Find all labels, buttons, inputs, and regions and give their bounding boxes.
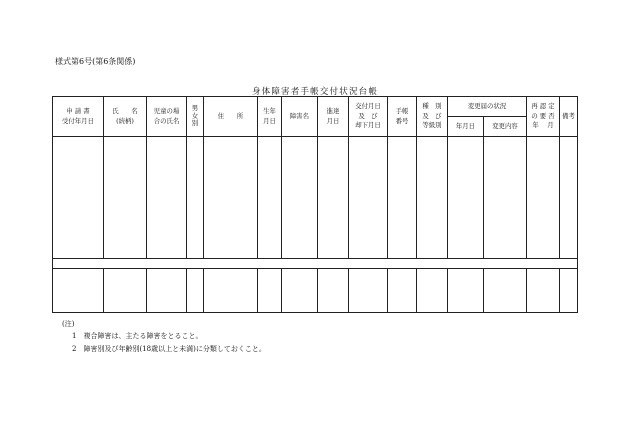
cell[interactable] [204, 269, 258, 313]
cell[interactable] [417, 269, 448, 313]
col-disability-name: 障害名 [282, 97, 318, 137]
col-change-date: 年月日 [448, 117, 484, 137]
col-kind-grade: 種 別 及 び 等級別 [417, 97, 448, 137]
cell[interactable] [282, 269, 318, 313]
cell[interactable] [187, 137, 204, 259]
entry-row-1 [53, 137, 578, 259]
col-remarks: 備考 [560, 97, 578, 137]
notes-heading: (注) [62, 320, 75, 328]
cell[interactable] [53, 137, 104, 259]
col-birth-date: 生年 月日 [258, 97, 282, 137]
cell[interactable] [349, 269, 388, 313]
cell[interactable] [388, 269, 417, 313]
cell[interactable] [204, 137, 258, 259]
cell[interactable] [258, 137, 282, 259]
cell[interactable] [484, 137, 527, 259]
cell[interactable] [147, 137, 187, 259]
col-child-name: 児童の場 合の氏名 [147, 97, 187, 137]
cell[interactable] [560, 137, 578, 259]
cell[interactable] [53, 269, 104, 313]
col-name: 氏 名 (続柄) [104, 97, 147, 137]
note-item-2: 2 障害別及び年齢別(18歳以上と未満)に分類しておくこと。 [72, 344, 266, 353]
cell[interactable] [104, 269, 147, 313]
cell[interactable] [417, 137, 448, 259]
col-progress-date: 進達 月日 [318, 97, 349, 137]
cell[interactable] [527, 137, 560, 259]
col-change-content: 変更内容 [484, 117, 527, 137]
cell[interactable] [484, 269, 527, 313]
note-item-1: 1 複合障害は、主たる障害をとること。 [72, 332, 203, 341]
header-row-1 [53, 97, 578, 117]
col-sex: 男 女 別 [187, 97, 204, 137]
ledger-title: 身体障害者手帳交付状況台帳 [251, 87, 379, 97]
cell[interactable] [147, 269, 187, 313]
cell[interactable] [104, 137, 147, 259]
cell[interactable] [349, 137, 388, 259]
entry-row-2 [53, 269, 578, 313]
cell[interactable] [187, 269, 204, 313]
cell[interactable] [318, 137, 349, 259]
cell[interactable] [448, 137, 484, 259]
section-divider [53, 259, 578, 269]
col-issue-date: 交付月日 及 び 却下月日 [349, 97, 388, 137]
cell[interactable] [388, 137, 417, 259]
col-recertification: 再 認 定 の 要 否 年 月 [527, 97, 560, 137]
cell[interactable] [560, 269, 578, 313]
ledger-table [52, 96, 578, 313]
cell[interactable] [527, 269, 560, 313]
divider-band [53, 259, 578, 269]
col-application-date: 申 請 書 受付年月日 [53, 97, 104, 137]
cell[interactable] [318, 269, 349, 313]
col-change-status: 変更届の状況 [448, 97, 527, 117]
cell[interactable] [282, 137, 318, 259]
cell[interactable] [258, 269, 282, 313]
col-book-number: 手帳 番号 [388, 97, 417, 137]
cell[interactable] [448, 269, 484, 313]
notes [62, 318, 266, 355]
form-number: 様式第6号(第6条関係) [55, 57, 136, 66]
col-address: 住 所 [204, 97, 258, 137]
